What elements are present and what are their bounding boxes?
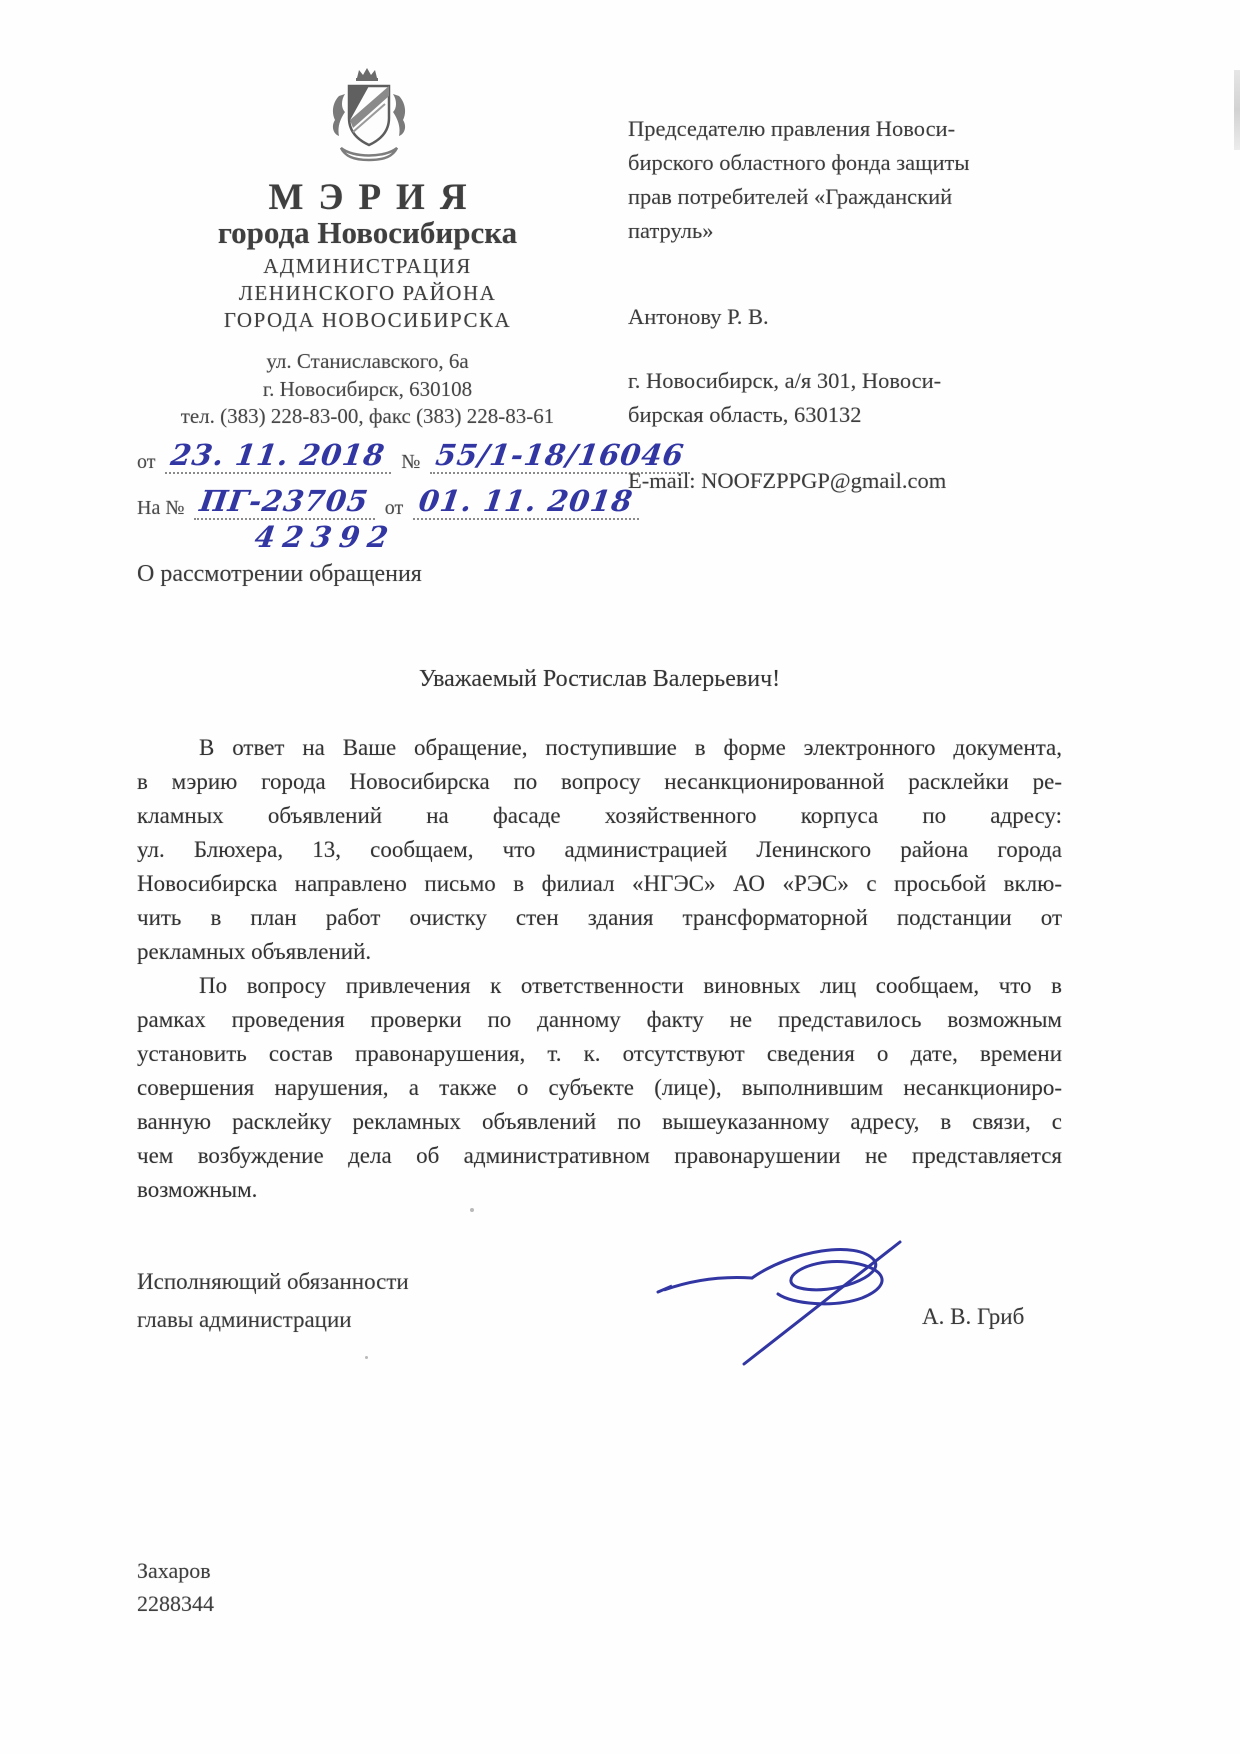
- recipient-org-line: прав потребителей «Гражданский: [628, 184, 953, 209]
- body-line: возможным.: [137, 1177, 258, 1202]
- incoming-number-field: ПГ-23705: [194, 486, 374, 520]
- org-name-top: МЭРИЯ: [268, 177, 482, 218]
- letterhead-address-phone: тел. (383) 228-83-00, факс (383) 228-83-61: [180, 404, 555, 428]
- dept-line-3: ГОРОДА НОВОСИБИРСКА: [223, 308, 512, 332]
- body-line: в мэрию города Новосибирска по вопросу несанкционированной расклейки ре-: [137, 769, 1062, 794]
- incoming-number-label: На №: [137, 497, 185, 519]
- signer-position-line: главы администрации: [137, 1307, 352, 1332]
- letterhead-address-street: ул. Станиславского, 6а: [266, 349, 469, 373]
- body-line: установить состав правонарушения, т. к. отсутствуют сведения о дате, времени: [137, 1041, 1062, 1066]
- handwritten-extra-number: 42392: [252, 520, 399, 554]
- recipient-org-line: патруль»: [628, 218, 714, 243]
- body-line: ванную расклейку рекламных объявлений по вышеуказанному адресу, в связи, с: [137, 1109, 1062, 1134]
- executor-phone: 2288344: [137, 1591, 214, 1616]
- recipient-address-line: бирская область, 630132: [628, 402, 862, 427]
- signer-position: [137, 1263, 409, 1339]
- outgoing-number-field: 55/1-18/16046: [430, 440, 690, 474]
- body-line: Новосибирска направлено письмо в филиал «НГЭС» АО «РЭС» с просьбой вклю-: [137, 871, 1062, 896]
- body-line: По вопросу привлечения к ответственности виновных лиц сообщаем, что в: [199, 973, 1062, 998]
- handwritten-signature-icon: [652, 1238, 927, 1378]
- scan-edge-artifact: [1234, 70, 1240, 150]
- incoming-reference-row: [137, 486, 639, 520]
- org-name-city: города Новосибирска: [217, 215, 518, 250]
- signer-position-line: Исполняющий обязанности: [137, 1269, 409, 1294]
- executor-block: [137, 1554, 214, 1620]
- subject-line: О рассмотрении обращения: [137, 561, 422, 587]
- scan-speck: [365, 1356, 368, 1359]
- recipient-block: [628, 112, 1058, 493]
- outgoing-number-label: №: [401, 451, 421, 473]
- body-line: кламных объявлений на фасаде хозяйственного корпуса по адресу:: [137, 803, 1062, 828]
- incoming-date-field: 01. 11. 2018: [413, 486, 639, 520]
- body-line: рамках проведения проверки по данному факту не представилось возможным: [137, 1007, 1062, 1032]
- outgoing-reference-row: [137, 440, 690, 474]
- letterhead-address-city: г. Новосибирск, 630108: [262, 377, 473, 401]
- recipient-person: Антонову Р. В.: [628, 304, 769, 329]
- body-line: чить в план работ очистку стен здания трансформаторной подстанции от: [137, 905, 1062, 930]
- dept-line-2: ЛЕНИНСКОГО РАЙОНА: [238, 281, 497, 305]
- body-line: В ответ на Ваше обращение, поступившие в форме электронного документа,: [199, 735, 1062, 760]
- outgoing-date-label: от: [137, 451, 156, 473]
- recipient-org-line: Председателю правления Новоси-: [628, 116, 956, 141]
- body-line: чем возбуждение дела об административном правонарушении не представляется: [137, 1143, 1062, 1168]
- body-line: совершения нарушения, а также о субъекте (лице), выполнившим несанкциониро-: [137, 1075, 1062, 1100]
- scan-speck: [470, 1208, 474, 1212]
- incoming-date-label: от: [384, 497, 404, 519]
- body-line: рекламных объявлений.: [137, 939, 372, 964]
- recipient-email: E-mail: NOOFZPPGP@gmail.com: [628, 468, 947, 493]
- body-line: ул. Блюхера, 13, сообщаем, что администрацией Ленинского района города: [137, 837, 1062, 862]
- greeting-line: Уважаемый Ростислав Валерьевич!: [418, 666, 781, 692]
- letter-body: [137, 731, 1062, 1207]
- recipient-address-line: г. Новосибирск, а/я 301, Новоси-: [628, 368, 942, 393]
- dept-line-1: АДМИНИСТРАЦИЯ: [263, 254, 472, 278]
- signer-name: А. В. Гриб: [922, 1304, 1025, 1329]
- recipient-org-line: бирского областного фонда защиты: [628, 150, 970, 175]
- outgoing-date-field: 23. 11. 2018: [165, 440, 391, 474]
- executor-name: Захаров: [137, 1558, 211, 1583]
- city-coat-of-arms-icon: [323, 66, 415, 166]
